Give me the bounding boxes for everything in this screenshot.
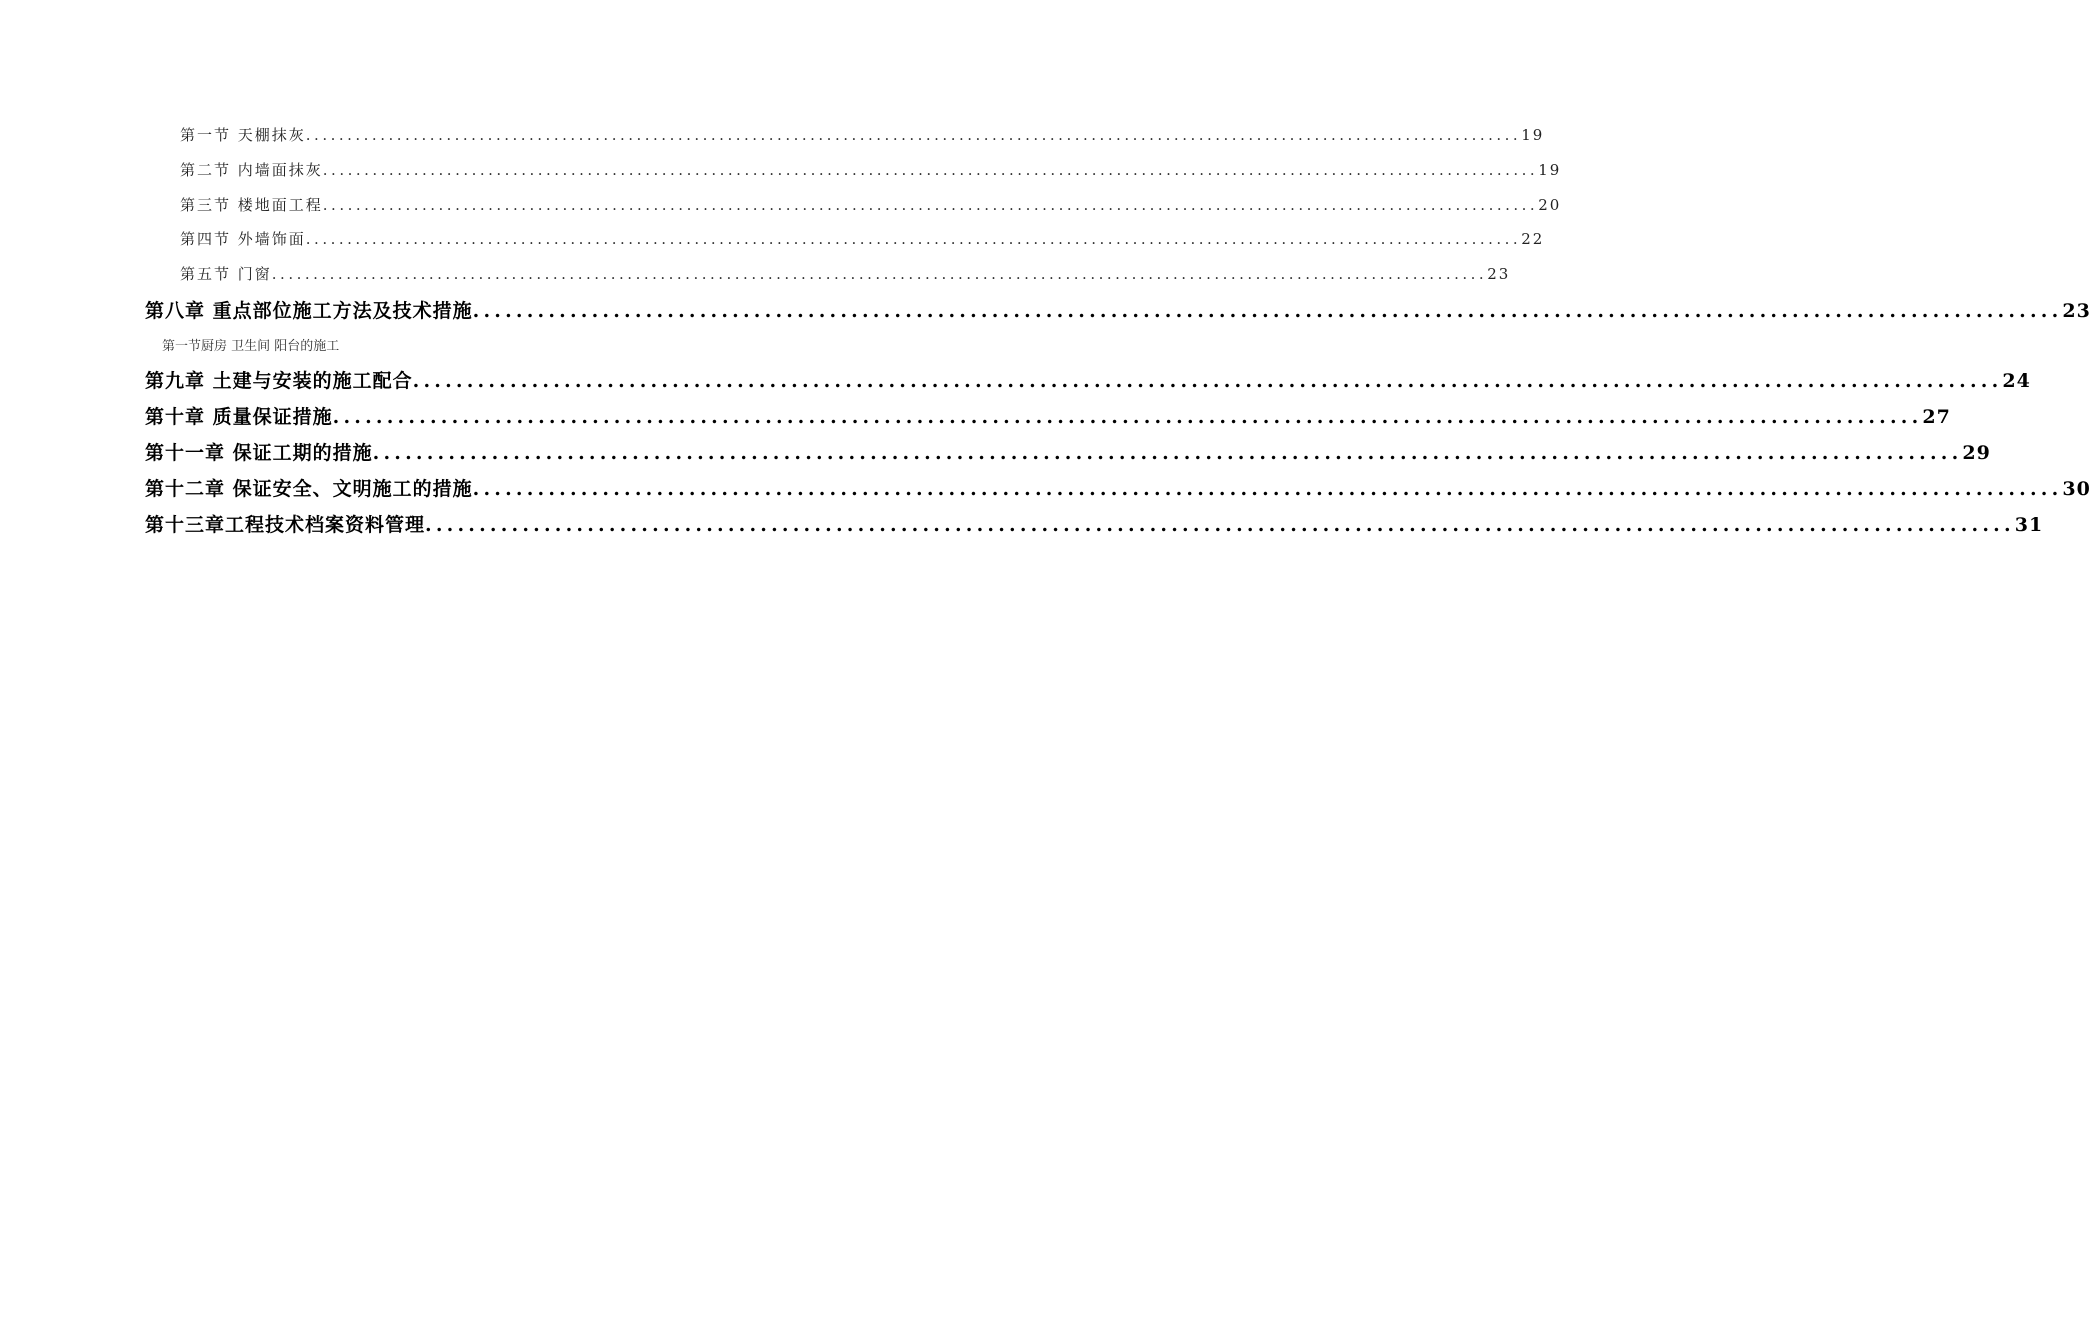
toc-entry-page: 30 [2062,478,2091,500]
toc-entry-section-3[interactable] [180,194,1562,220]
toc-entry-title: 第四节 外墙饰面 [180,230,306,248]
toc-entry-section-5[interactable] [180,263,1511,289]
toc-entry-page: 29 [1962,442,1991,464]
toc-entry-chapter-11[interactable] [145,438,1991,468]
toc-leader-dots: ................................................................................................................................................... [472,300,2063,322]
toc-leader-dots: ................................................................................................................................................... [412,370,2003,392]
toc-entry-title: 第十章 质量保证措施 [145,406,333,428]
toc-entry-section-2[interactable] [180,159,1562,185]
toc-entry-title: 第三节 楼地面工程 [180,196,323,214]
toc-leader-dots: ................................................................................................................................................... [472,478,2063,500]
toc-entry-chapter-10[interactable] [145,402,1951,432]
toc-leader-dots: ................................................................................................................................................... [322,161,1539,179]
toc-entry-title: 第九章 土建与安装的施工配合 [145,370,413,392]
toc-entry-page: 20 [1538,196,1562,214]
toc-entry-title: 第八章 重点部位施工方法及技术措施 [145,300,473,322]
toc-entry-page: 27 [1922,406,1951,428]
toc-entry-title: 第二节 内墙面抹灰 [180,161,323,179]
toc-leader-dots: ................................................................................................................................................... [425,514,2015,536]
toc-leader-dots: ................................................................................................................................................... [332,406,1923,428]
toc-entry-page: 23 [2062,300,2091,322]
toc-entry-page: 19 [1521,126,1545,144]
toc-entry-chapter-8[interactable] [145,296,2091,326]
toc-entry-chapter-13[interactable] [145,510,2044,540]
toc-entry-page: 31 [2014,514,2044,536]
toc-entry-chapter-12[interactable] [145,474,2091,504]
toc-entry-title: 第一节 天棚抹灰 [180,126,306,144]
toc-leader-dots: ................................................................................................................................................... [271,265,1488,283]
toc-leader-dots: ................................................................................................................................................... [372,442,1963,464]
toc-leader-dots: ................................................................................................................................................... [322,196,1539,214]
toc-entry-section-4[interactable] [180,228,1545,254]
toc-entry-title: 第五节 门窗 [180,265,272,283]
toc-entry-title: 第十三章工程技术档案资料管理 [145,514,426,536]
toc-entry-subsection[interactable]: 第一节厨房 卫生间 阳台的施工 [162,339,340,354]
toc-leader-dots: ................................................................................................................................................... [305,230,1522,248]
toc-entry-page: 24 [2002,370,2031,392]
toc-entry-section-1[interactable] [180,124,1545,150]
toc-entry-chapter-9[interactable] [145,366,2031,396]
toc-entry-page: 22 [1521,230,1545,248]
toc-entry-page: 19 [1538,161,1562,179]
toc-entry-page: 23 [1487,265,1511,283]
toc-entry-title: 第十一章 保证工期的措施 [145,442,373,464]
toc-entry-title: 第十二章 保证安全、文明施工的措施 [145,478,473,500]
toc-leader-dots: ................................................................................................................................................... [305,126,1522,144]
